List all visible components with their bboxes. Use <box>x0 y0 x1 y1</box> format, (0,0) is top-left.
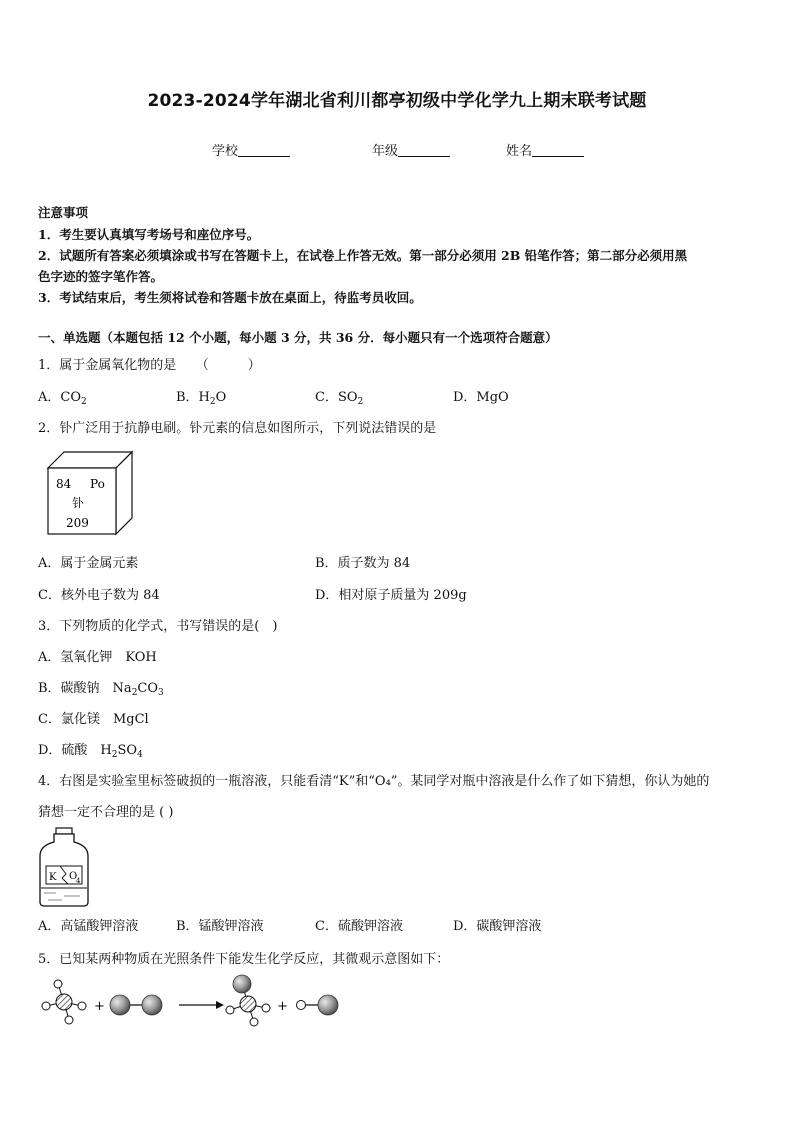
label-k: K <box>49 872 57 883</box>
option-text: D．硫酸 H <box>38 743 112 758</box>
reactant-molecule-1 <box>42 980 86 1024</box>
reagent-bottle-figure <box>36 826 92 908</box>
question-3-option-b <box>38 677 164 698</box>
product-molecule-2 <box>297 995 339 1015</box>
subscript: 3 <box>158 688 164 698</box>
question-4-stem-line-2: 猜想一定不合理的是 ( ) <box>38 805 174 820</box>
notice-heading: 注意事项 <box>38 205 89 220</box>
page-title: 2023-2024学年湖北省利川都亭初级中学化学九上期末联考试题 <box>147 91 647 111</box>
notice-item-1: 1．考生要认真填写考场号和座位序号。 <box>38 227 260 242</box>
label-o: O <box>69 871 78 882</box>
name-field <box>506 140 584 159</box>
element-cube-figure <box>44 448 136 536</box>
element-number: 84 <box>56 477 72 491</box>
notice-item-2: 2．试题所有答案必须填涂或书写在答题卡上，在试卷上作答无效。第一部分必须用 2B 铅笔作答；第二部分必须用黑 <box>38 248 688 263</box>
subscript: 2 <box>357 397 364 407</box>
question-4-option-b: B．锰酸钾溶液 <box>176 919 264 934</box>
grade-field <box>372 140 450 159</box>
question-1-option-a <box>38 386 87 407</box>
question-2-option-c: C．核外电子数为 84 <box>38 588 160 603</box>
question-1-stem: 1．属于金属氧化物的是 （ ） <box>38 358 261 373</box>
option-text: O <box>215 390 227 405</box>
school-label: 学校 <box>212 144 239 159</box>
subscript: 4 <box>137 750 143 760</box>
reaction-diagram <box>36 970 346 1032</box>
question-3-option-c: C．氯化镁 MgCl <box>38 712 149 727</box>
name-label: 姓名 <box>506 144 533 159</box>
subscript: 2 <box>209 397 216 407</box>
plus-sign-left: + <box>94 999 105 1014</box>
question-1-option-c <box>315 386 363 407</box>
product-molecule-1 <box>226 975 270 1026</box>
grade-label: 年级 <box>372 144 399 159</box>
option-text: A．CO <box>38 390 81 405</box>
question-2-stem: 2．钋广泛用于抗静电刷。钋元素的信息如图所示，下列说法错误的是 <box>38 421 437 436</box>
question-3-option-d <box>38 739 143 760</box>
reaction-arrow <box>179 1001 224 1009</box>
grade-blank <box>398 144 450 157</box>
reactant-molecule-2 <box>110 995 162 1015</box>
plus-sign-right: + <box>277 999 288 1014</box>
section-heading: 一、单选题（本题包括 12 个小题，每小题 3 分，共 36 分．每小题只有一个选项符合题意） <box>38 330 558 345</box>
subscript: 2 <box>81 397 87 407</box>
option-text: B．碳酸钠 Na <box>38 681 132 696</box>
subscript: 2 <box>111 750 118 760</box>
name-blank <box>532 144 584 157</box>
question-5-stem: 5．已知某两种物质在光照条件下能发生化学反应，其微观示意图如下： <box>38 952 450 967</box>
school-field <box>212 140 290 159</box>
element-name: 钋 <box>72 496 85 510</box>
question-4-option-d: D．碳酸钾溶液 <box>453 919 542 934</box>
school-blank <box>238 144 290 157</box>
option-text: SO <box>117 743 138 758</box>
question-3-option-a: A．氢氧化钾 KOH <box>38 650 157 665</box>
question-4-option-a: A．高锰酸钾溶液 <box>38 919 139 934</box>
label-o-subscript: 4 <box>76 877 81 885</box>
notice-item-2-cont: 色字迹的签字笔作答。 <box>38 269 164 284</box>
option-text: C．SO <box>315 390 358 405</box>
option-text: CO <box>137 681 159 696</box>
question-1-option-d: D．MgO <box>453 390 509 405</box>
question-4-option-c: C．硫酸钾溶液 <box>315 919 403 934</box>
question-4-stem-line-1: 4．右图是实验室里标签破损的一瓶溶液，只能看清“K”和“O₄”。某同学对瓶中溶液是什么作了如下猜想，你认为她的 <box>38 774 710 789</box>
element-symbol: Po <box>90 477 105 491</box>
question-2-option-d: D．相对原子质量为 209g <box>315 588 467 603</box>
question-3-stem: 3．下列物质的化学式，书写错误的是( ) <box>38 619 278 634</box>
subscript: 2 <box>131 688 138 698</box>
option-text: B．H <box>176 390 210 405</box>
question-2-option-a: A．属于金属元素 <box>38 556 139 571</box>
notice-item-3: 3．考试结束后，考生须将试卷和答题卡放在桌面上，待监考员收回。 <box>38 290 422 305</box>
question-2-option-b: B．质子数为 84 <box>315 556 411 571</box>
question-1-option-b <box>176 386 226 407</box>
element-mass: 209 <box>66 516 89 530</box>
